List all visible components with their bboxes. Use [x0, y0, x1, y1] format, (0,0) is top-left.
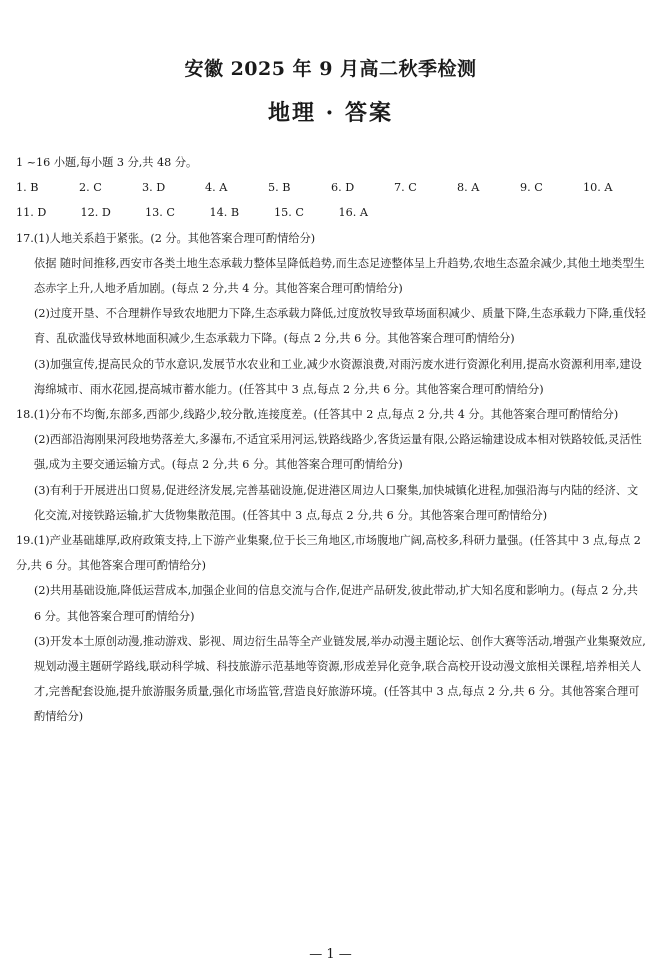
- mc-answer: 16. A: [338, 206, 368, 220]
- mc-intro: 1 ~16 小题,每小题 3 分,共 48 分。: [16, 156, 198, 169]
- document-subtitle: 地理 · 答案: [268, 100, 393, 126]
- q19-part-2: (2)共用基础设施,降低运营成本,加强企业间的信息交流与合作,促进产品研发,彼此带动,扩大知名度和影响力。(每点 2 分,共 6 分。其他答案合理可酌情给分): [34, 584, 638, 623]
- mc-answer: 5. B: [268, 181, 291, 195]
- q18-part-1: 18.(1)分布不均衡,东部多,西部少,线路少,较分散,连接度差。(任答其中 2 点,每点 2 分,共 4 分。其他答案合理可酌情给分): [16, 408, 619, 422]
- q19-part-1: 19.(1)产业基础雄厚,政府政策支持,上下游产业集聚,位于长三角地区,市场腹地广阔,高校多,科研力量强。(任答其中 3 点,每点 2 分,共 6 分。其他答案合理可酌情给分): [16, 534, 641, 573]
- question-17: [16, 226, 646, 402]
- mc-answer: 12. D: [80, 206, 111, 220]
- mc-answers-row-2: [16, 200, 646, 225]
- mc-answer: 10. A: [583, 181, 613, 195]
- document-title: 安徽 2025 年 9 月高二秋季检测: [184, 58, 477, 80]
- q17-part-3: (3)加强宣传,提高民众的节水意识,发展节水农业和工业,减少水资源浪费,对雨污废水进行资源化利用,提高水资源利用率,建设海绵城市、雨水花园,提高城市蓄水能力。(任答其中 3 点,每点 2 分,共 6 分。其他答案合理可酌情给分): [34, 357, 642, 396]
- page-number: — 1 —: [309, 947, 352, 962]
- mc-answer: 7. C: [394, 181, 417, 195]
- q17-basis: 依据 随时间推移,西安市各类土地生态承载力整体呈降低趋势,而生态足迹整体呈上升趋势,农地生态盈余减少,其他土地类型生态赤字上升,人地矛盾加剧。(每点 2 分,共 4 分。其他答案合理可酌情给分): [34, 256, 645, 296]
- question-18: [16, 402, 646, 528]
- question-number: 17.: [16, 231, 34, 245]
- mc-answers-row-1: [16, 175, 646, 200]
- mc-answer: 15. C: [274, 206, 304, 220]
- q17-part-1: 17.(1)人地关系趋于紧张。(2 分。其他答案合理可酌情给分): [16, 231, 316, 245]
- mc-answer: 1. B: [16, 181, 39, 195]
- mc-answer: 3. D: [142, 181, 166, 195]
- answer-content: [16, 150, 646, 730]
- mc-answer: 9. C: [520, 181, 543, 195]
- mc-answer: 4. A: [205, 181, 228, 195]
- question-number: 18.: [16, 408, 34, 422]
- mc-answer: 2. C: [79, 181, 102, 195]
- q18-part-2: (2)西部沿海刚果河段地势落差大,多瀑布,不适宜采用河运,铁路线路少,客货运量有限,公路运输建设成本相对铁路较低,灵活性强,成为主要交通运输方式。(每点 2 分,共 6 分。其他答案合理可酌情给分): [34, 433, 642, 472]
- mc-answer: 14. B: [209, 206, 240, 220]
- question-number: 19.: [16, 534, 34, 548]
- mc-answer: 13. C: [145, 206, 175, 220]
- q18-part-3: (3)有利于开展进出口贸易,促进经济发展,完善基础设施,促进港区周边人口聚集,加快城镇化进程,加强沿海与内陆的经济、文化交流,对接铁路运输,扩大货物集散范围。(任答其中 3 点,每点 2 分,共 6 分。其他答案合理可酌情给分): [34, 483, 639, 522]
- question-19: [16, 528, 646, 730]
- mc-answer: 8. A: [457, 181, 480, 195]
- q19-part-3: (3)开发本土原创动漫,推动游戏、影视、周边衍生品等全产业链发展,举办动漫主题论坛、创作大赛等活动,增强产业集聚效应,规划动漫主题研学路线,联动科学城、科技旅游示范基地等资源,形成差异化竞争,联合高校开设动漫文旅相关课程,培养相关人才,完善配套设施,提升旅游服务质量,强化市场监管,营造良好旅游环境。(任答其中 3 点,每点 2 分,共 6 分。其他答案合理可酌情给分): [34, 634, 646, 724]
- mc-answer: 6. D: [331, 181, 355, 195]
- mc-answer: 11. D: [16, 206, 47, 220]
- q17-part-2: (2)过度开垦、不合理耕作导致农地肥力下降,生态承载力降低,过度放牧导致草场面积减少、质量下降,生态承载力下降,重伐轻育、乱砍滥伐导致林地面积减少,生态承载力下降。(每点 2 分,共 6 分。其他答案合理可酌情给分): [34, 307, 646, 346]
